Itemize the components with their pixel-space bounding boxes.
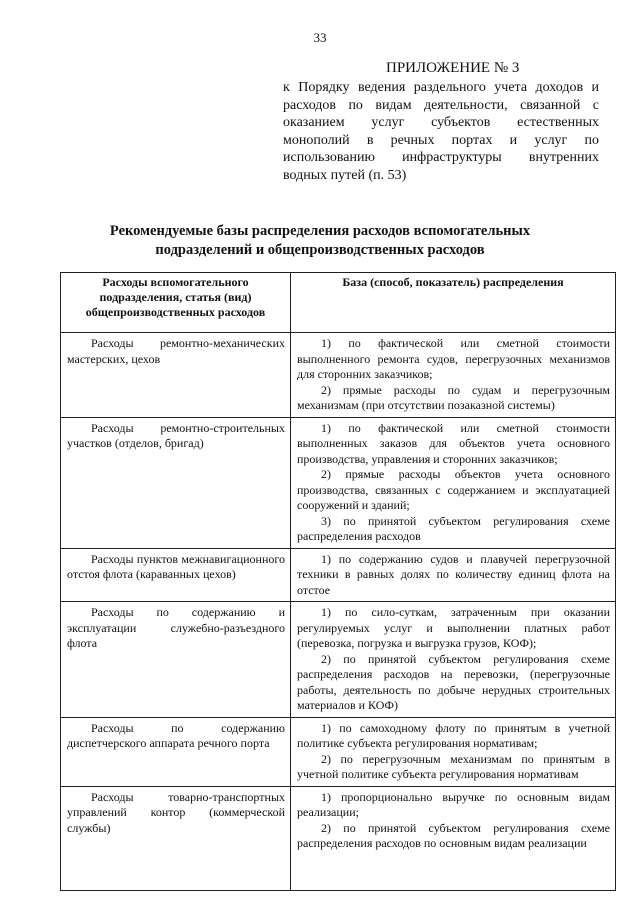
base-item: 2) по принятой субъектом регулирования схеме распределения расходов на перевозки, (перегрузочные работы, деятельность по добыче нерудных строительных материалов и КОФ)	[297, 651, 610, 712]
table-row	[61, 602, 616, 718]
cost-cell	[61, 548, 291, 602]
table-header-row	[61, 273, 616, 333]
base-cell	[291, 602, 616, 718]
cost-cell	[61, 717, 291, 786]
cost-text: Расходы по содержанию диспетчерского аппарата речного порта	[67, 720, 285, 750]
cost-text: Расходы пунктов межнавигационного отстоя флота (караванных цехов)	[67, 551, 285, 581]
base-item: 2) по перегрузочным механизмам по принятым в учетной политике субъекта регулирования нормативам	[297, 751, 610, 781]
cost-cell	[61, 417, 291, 548]
base-item: 1) по сило-суткам, затраченным при оказании регулируемых услуг и выполнении платных работ (перевозка, погрузка и выгрузка грузов, КОФ);	[297, 605, 610, 650]
document-title: Рекомендуемые базы распределения расходов вспомогательных подразделений и общепроизводственных расходов	[109, 223, 531, 258]
base-item: 1) по содержанию судов и плавучей перегрузочной техники в равных долях по количеству единиц флота на отстое	[297, 551, 610, 597]
base-cell	[291, 717, 616, 786]
base-cell	[291, 333, 616, 418]
header-allocation-base: База (способ, показатель) распределения	[291, 273, 616, 333]
cost-cell	[61, 786, 291, 890]
table-row	[61, 417, 616, 548]
header-cost-type: Расходы вспомогательного подразделения, статья (вид) общепроизводственных расходов	[61, 273, 291, 333]
base-item: 1) пропорционально выручке по основным видам реализации;	[297, 789, 610, 819]
appendix-text: к Порядку ведения раздельного учета доходов и расходов по видам деятельности, связанной с оказанием услуг субъектов естественных монополий в речных портах и услуг по использованию инфраструктуры внутренних водных путей (п. 53)	[283, 80, 599, 183]
base-item: 1) по фактической или сметной стоимости выполненных заказов для объектов учета основного производства, управления и сторонних заказчиков;	[297, 420, 610, 466]
table-row	[61, 786, 616, 890]
table-row	[61, 717, 616, 786]
cost-cell	[61, 333, 291, 418]
table-row	[61, 333, 616, 418]
base-cell	[291, 786, 616, 890]
allocation-table	[60, 272, 616, 891]
cost-text: Расходы ремонтно-строительных участков (отделов, бригад)	[67, 420, 285, 450]
base-item: 2) по принятой субъектом регулирования схеме распределения расходов по основным видам реализации	[297, 820, 610, 850]
base-item: 2) прямые расходы объектов учета основного производства, связанных с содержанием и эксплуатацией сооружений и зданий;	[297, 467, 610, 512]
base-item: 3) по принятой субъектом регулирования схеме распределения расходов	[297, 513, 610, 543]
base-item: 1) по фактической или сметной стоимости выполненного ремонта судов, перегрузочных механизмов для сторонних заказчиков;	[297, 336, 610, 381]
base-cell	[291, 548, 616, 602]
base-cell	[291, 417, 616, 548]
table-row	[61, 548, 616, 602]
cost-text: Расходы ремонтно-механических мастерских, цехов	[67, 336, 285, 366]
base-item: 1) по самоходному флоту по принятым в учетной политике субъекта регулирования нормативам;	[297, 720, 610, 750]
page-number: 33	[313, 30, 327, 45]
cost-text: Расходы по содержанию и эксплуатации служебно-разъездного флота	[67, 605, 285, 650]
cost-text: Расходы товарно-транспортных управлений контор (коммерческой службы)	[67, 789, 285, 835]
base-item: 2) прямые расходы по судам и перегрузочным механизмам (при отсутствии позаказной системы)	[297, 382, 610, 412]
cost-cell	[61, 602, 291, 718]
appendix-title: ПРИЛОЖЕНИЕ № 3	[386, 60, 520, 76]
